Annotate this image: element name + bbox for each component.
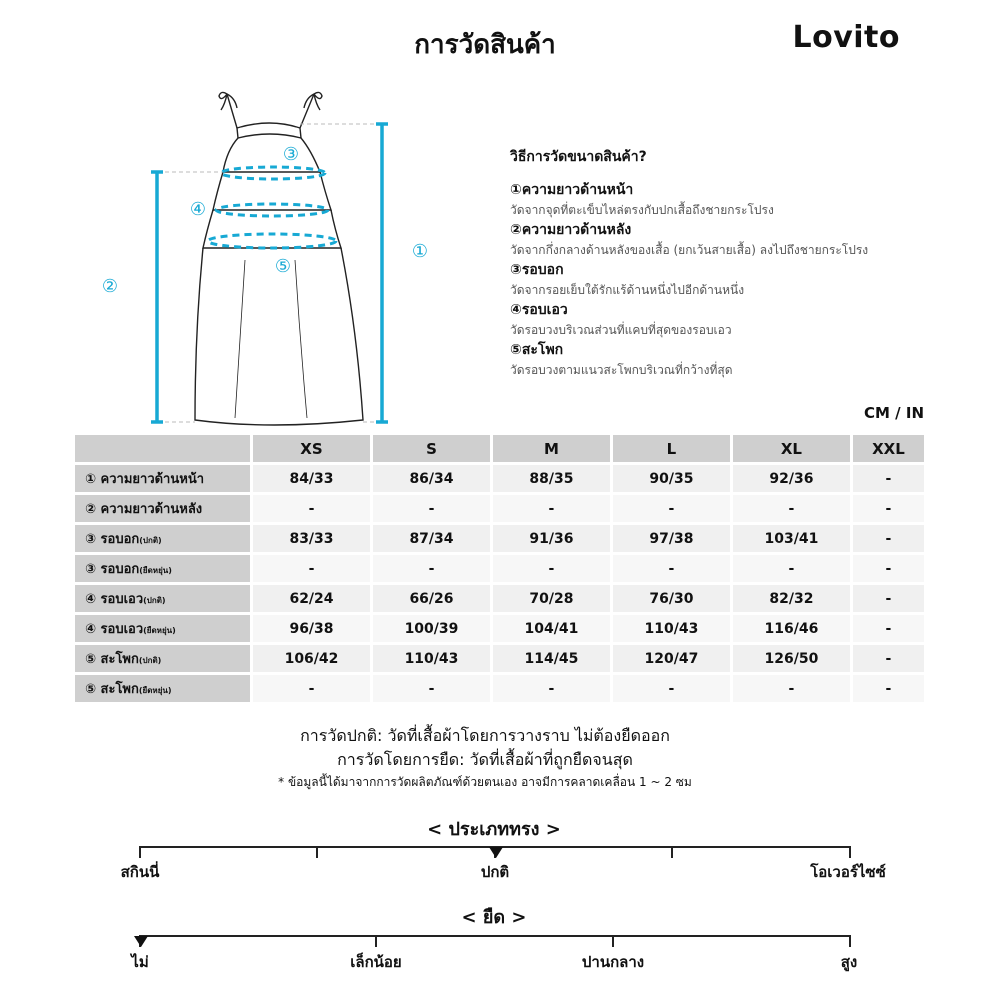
brand-logo: Lovito: [792, 20, 900, 55]
row-label-text: ⑤ สะโพก: [85, 652, 139, 667]
fit-label-skinny: สกินนี่: [120, 863, 160, 881]
table-cell: -: [613, 675, 730, 702]
table-cell: -: [853, 525, 924, 552]
table-cell: -: [853, 495, 924, 522]
table-cell: -: [853, 585, 924, 612]
marker-front: ①: [411, 241, 429, 262]
row-label-text: ⑤ สะโพก: [85, 682, 139, 697]
stretch-scale-title: < ยืด >: [461, 907, 527, 928]
table-cell: 106/42: [253, 645, 370, 672]
table-cell: 100/39: [373, 615, 490, 642]
table-cell: 92/36: [733, 465, 850, 492]
stretch-label-medium: ปานกลาง: [581, 953, 645, 971]
table-cell: 126/50: [733, 645, 850, 672]
size-header: S: [373, 435, 490, 462]
row-label: [75, 525, 250, 552]
table-row: [75, 675, 924, 702]
table-cell: 96/38: [253, 615, 370, 642]
how-to-item-desc: วัดรอบวงตามแนวสะโพกบริเวณที่กว้างที่สุด: [510, 363, 733, 377]
row-label-text: ③ รอบอก: [85, 532, 140, 547]
fit-scale-tick: [849, 846, 851, 858]
table-cell: 62/24: [253, 585, 370, 612]
row-label-text: ③ รอบอก: [85, 562, 140, 577]
table-cell: -: [613, 555, 730, 582]
page-title: การวัดสินค้า: [414, 30, 556, 60]
table-cell: -: [733, 675, 850, 702]
row-label-sub: (ยืดหยุ่น): [139, 566, 172, 575]
table-row: [75, 585, 924, 612]
row-label: [75, 555, 250, 582]
table-cell: -: [493, 495, 610, 522]
how-to-item-desc: วัดจากจุดที่ตะเข็บไหล่ตรงกับปกเสื้อถึงชายกระโปรง: [510, 203, 774, 217]
row-label-text: ② ความยาวด้านหลัง: [85, 502, 203, 517]
table-cell: 110/43: [613, 615, 730, 642]
table-row: [75, 465, 924, 492]
size-header: M: [493, 435, 610, 462]
table-row: [75, 525, 924, 552]
dress-illustration: [95, 80, 440, 430]
how-to-item-title: ④รอบเอว: [510, 302, 568, 318]
table-header-row: [75, 435, 924, 462]
row-label: [75, 585, 250, 612]
stretch-label-none: ไม่: [131, 953, 149, 971]
marker-hip: ⑤: [274, 256, 292, 277]
how-to-item: [510, 260, 950, 300]
stretch-label-slight: เล็กน้อย: [350, 953, 402, 971]
how-to-item: [510, 220, 950, 260]
how-to-item-title: ③รอบอก: [510, 262, 564, 278]
table-cell: -: [493, 675, 610, 702]
row-label-text: ① ความยาวด้านหน้า: [85, 472, 204, 487]
hip-ellipse: [208, 234, 336, 248]
table-corner: [75, 435, 250, 462]
table-cell: -: [853, 675, 924, 702]
bust-ellipse: [221, 167, 325, 179]
row-label-sub: (ปกติ): [143, 596, 166, 605]
table-row: [75, 645, 924, 672]
table-row: [75, 555, 924, 582]
how-to-item: [510, 340, 950, 380]
row-label: [75, 465, 250, 492]
table-cell: -: [253, 555, 370, 582]
stretch-scale-tick: [612, 935, 614, 947]
table-cell: 116/46: [733, 615, 850, 642]
stretch-scale-marker-icon: [134, 936, 148, 947]
note-disclaimer: * ข้อมูลนี้ได้มาจากการวัดผลิตภัณฑ์ด้วยตนเอง อาจมีการคลาดเคลื่อน 1 ~ 2 ซม: [278, 775, 692, 789]
table-cell: -: [853, 465, 924, 492]
row-label-sub: (ยืดหยุ่น): [143, 626, 176, 635]
row-label-sub: (ยืดหยุ่น): [138, 686, 172, 695]
table-cell: 88/35: [493, 465, 610, 492]
marker-waist: ④: [189, 199, 207, 220]
size-header: XL: [733, 435, 850, 462]
size-header: L: [613, 435, 730, 462]
row-label: [75, 645, 250, 672]
fit-scale-tick: [139, 846, 141, 858]
how-to-item: [510, 180, 950, 220]
fit-label-regular: ปกติ: [480, 863, 510, 881]
size-header: XXL: [853, 435, 924, 462]
table-cell: 103/41: [733, 525, 850, 552]
table-cell: -: [493, 555, 610, 582]
row-label-text: ④ รอบเอว: [85, 622, 144, 637]
unit-label: CM / IN: [864, 404, 924, 422]
stretch-label-high: สูง: [840, 953, 858, 971]
table-cell: -: [733, 495, 850, 522]
right-bow: [304, 92, 322, 110]
table-cell: 87/34: [373, 525, 490, 552]
how-to-item: [510, 300, 950, 340]
table-cell: 70/28: [493, 585, 610, 612]
marker-bust: ③: [282, 144, 300, 165]
table-cell: -: [373, 495, 490, 522]
table-cell: 84/33: [253, 465, 370, 492]
size-header: XS: [253, 435, 370, 462]
table-cell: -: [253, 495, 370, 522]
table-row: [75, 495, 924, 522]
fit-label-oversize: โอเวอร์ไซซ์: [810, 863, 886, 881]
table-cell: -: [853, 645, 924, 672]
left-bow: [219, 92, 237, 110]
row-label-sub: (ปกติ): [139, 536, 162, 545]
table-cell: 104/41: [493, 615, 610, 642]
table-cell: 91/36: [493, 525, 610, 552]
how-to-item-title: ②ความยาวด้านหลัง: [510, 222, 632, 238]
fit-scale-tick: [671, 846, 673, 858]
stretch-scale-line: [140, 935, 850, 937]
note-normal: การวัดปกติ: วัดที่เสื้อผ้าโดยการวางราบ ไม่ต้องยืดออก: [300, 726, 670, 745]
table-cell: -: [613, 495, 730, 522]
table-cell: 110/43: [373, 645, 490, 672]
table-cell: -: [253, 675, 370, 702]
table-cell: -: [853, 555, 924, 582]
table-cell: -: [733, 555, 850, 582]
table-cell: 86/34: [373, 465, 490, 492]
how-to-item-desc: วัดจากกึ่งกลางด้านหลังของเสื้อ (ยกเว้นสายเสื้อ) ลงไปถึงชายกระโปรง: [510, 243, 869, 257]
table-cell: 90/35: [613, 465, 730, 492]
how-to-heading: วิธีการวัดขนาดสินค้า?: [510, 149, 647, 165]
fit-scale-title: < ประเภททรง >: [427, 819, 561, 840]
stretch-scale-tick: [849, 935, 851, 947]
row-label: [75, 675, 250, 702]
table-cell: 66/26: [373, 585, 490, 612]
note-stretch: การวัดโดยการยืด: วัดที่เสื้อผ้าที่ถูกยืดจนสุด: [337, 750, 633, 769]
table-cell: 120/47: [613, 645, 730, 672]
table-cell: 82/32: [733, 585, 850, 612]
row-label-text: ④ รอบเอว: [85, 592, 144, 607]
how-to-item-title: ⑤สะโพก: [510, 342, 564, 358]
table-cell: -: [853, 615, 924, 642]
row-label: [75, 495, 250, 522]
table-cell: -: [373, 555, 490, 582]
table-cell: -: [373, 675, 490, 702]
how-to-item-title: ①ความยาวด้านหน้า: [510, 182, 634, 198]
how-to-measure: [510, 146, 950, 380]
fit-scale-tick: [316, 846, 318, 858]
table-cell: 114/45: [493, 645, 610, 672]
table-cell: 76/30: [613, 585, 730, 612]
row-label-sub: (ปกติ): [138, 656, 162, 665]
marker-back: ②: [101, 276, 119, 297]
how-to-item-desc: วัดจากรอยเย็บใต้รักแร้ด้านหนึ่งไปอีกด้านหนึ่ง: [510, 283, 745, 297]
table-row: [75, 615, 924, 642]
row-label: [75, 615, 250, 642]
size-table: [72, 432, 927, 705]
how-to-item-desc: วัดรอบวงบริเวณส่วนที่แคบที่สุดของรอบเอว: [510, 323, 732, 337]
stretch-scale-tick: [375, 935, 377, 947]
fit-scale-marker-icon: [489, 847, 503, 858]
table-cell: 97/38: [613, 525, 730, 552]
table-cell: 83/33: [253, 525, 370, 552]
